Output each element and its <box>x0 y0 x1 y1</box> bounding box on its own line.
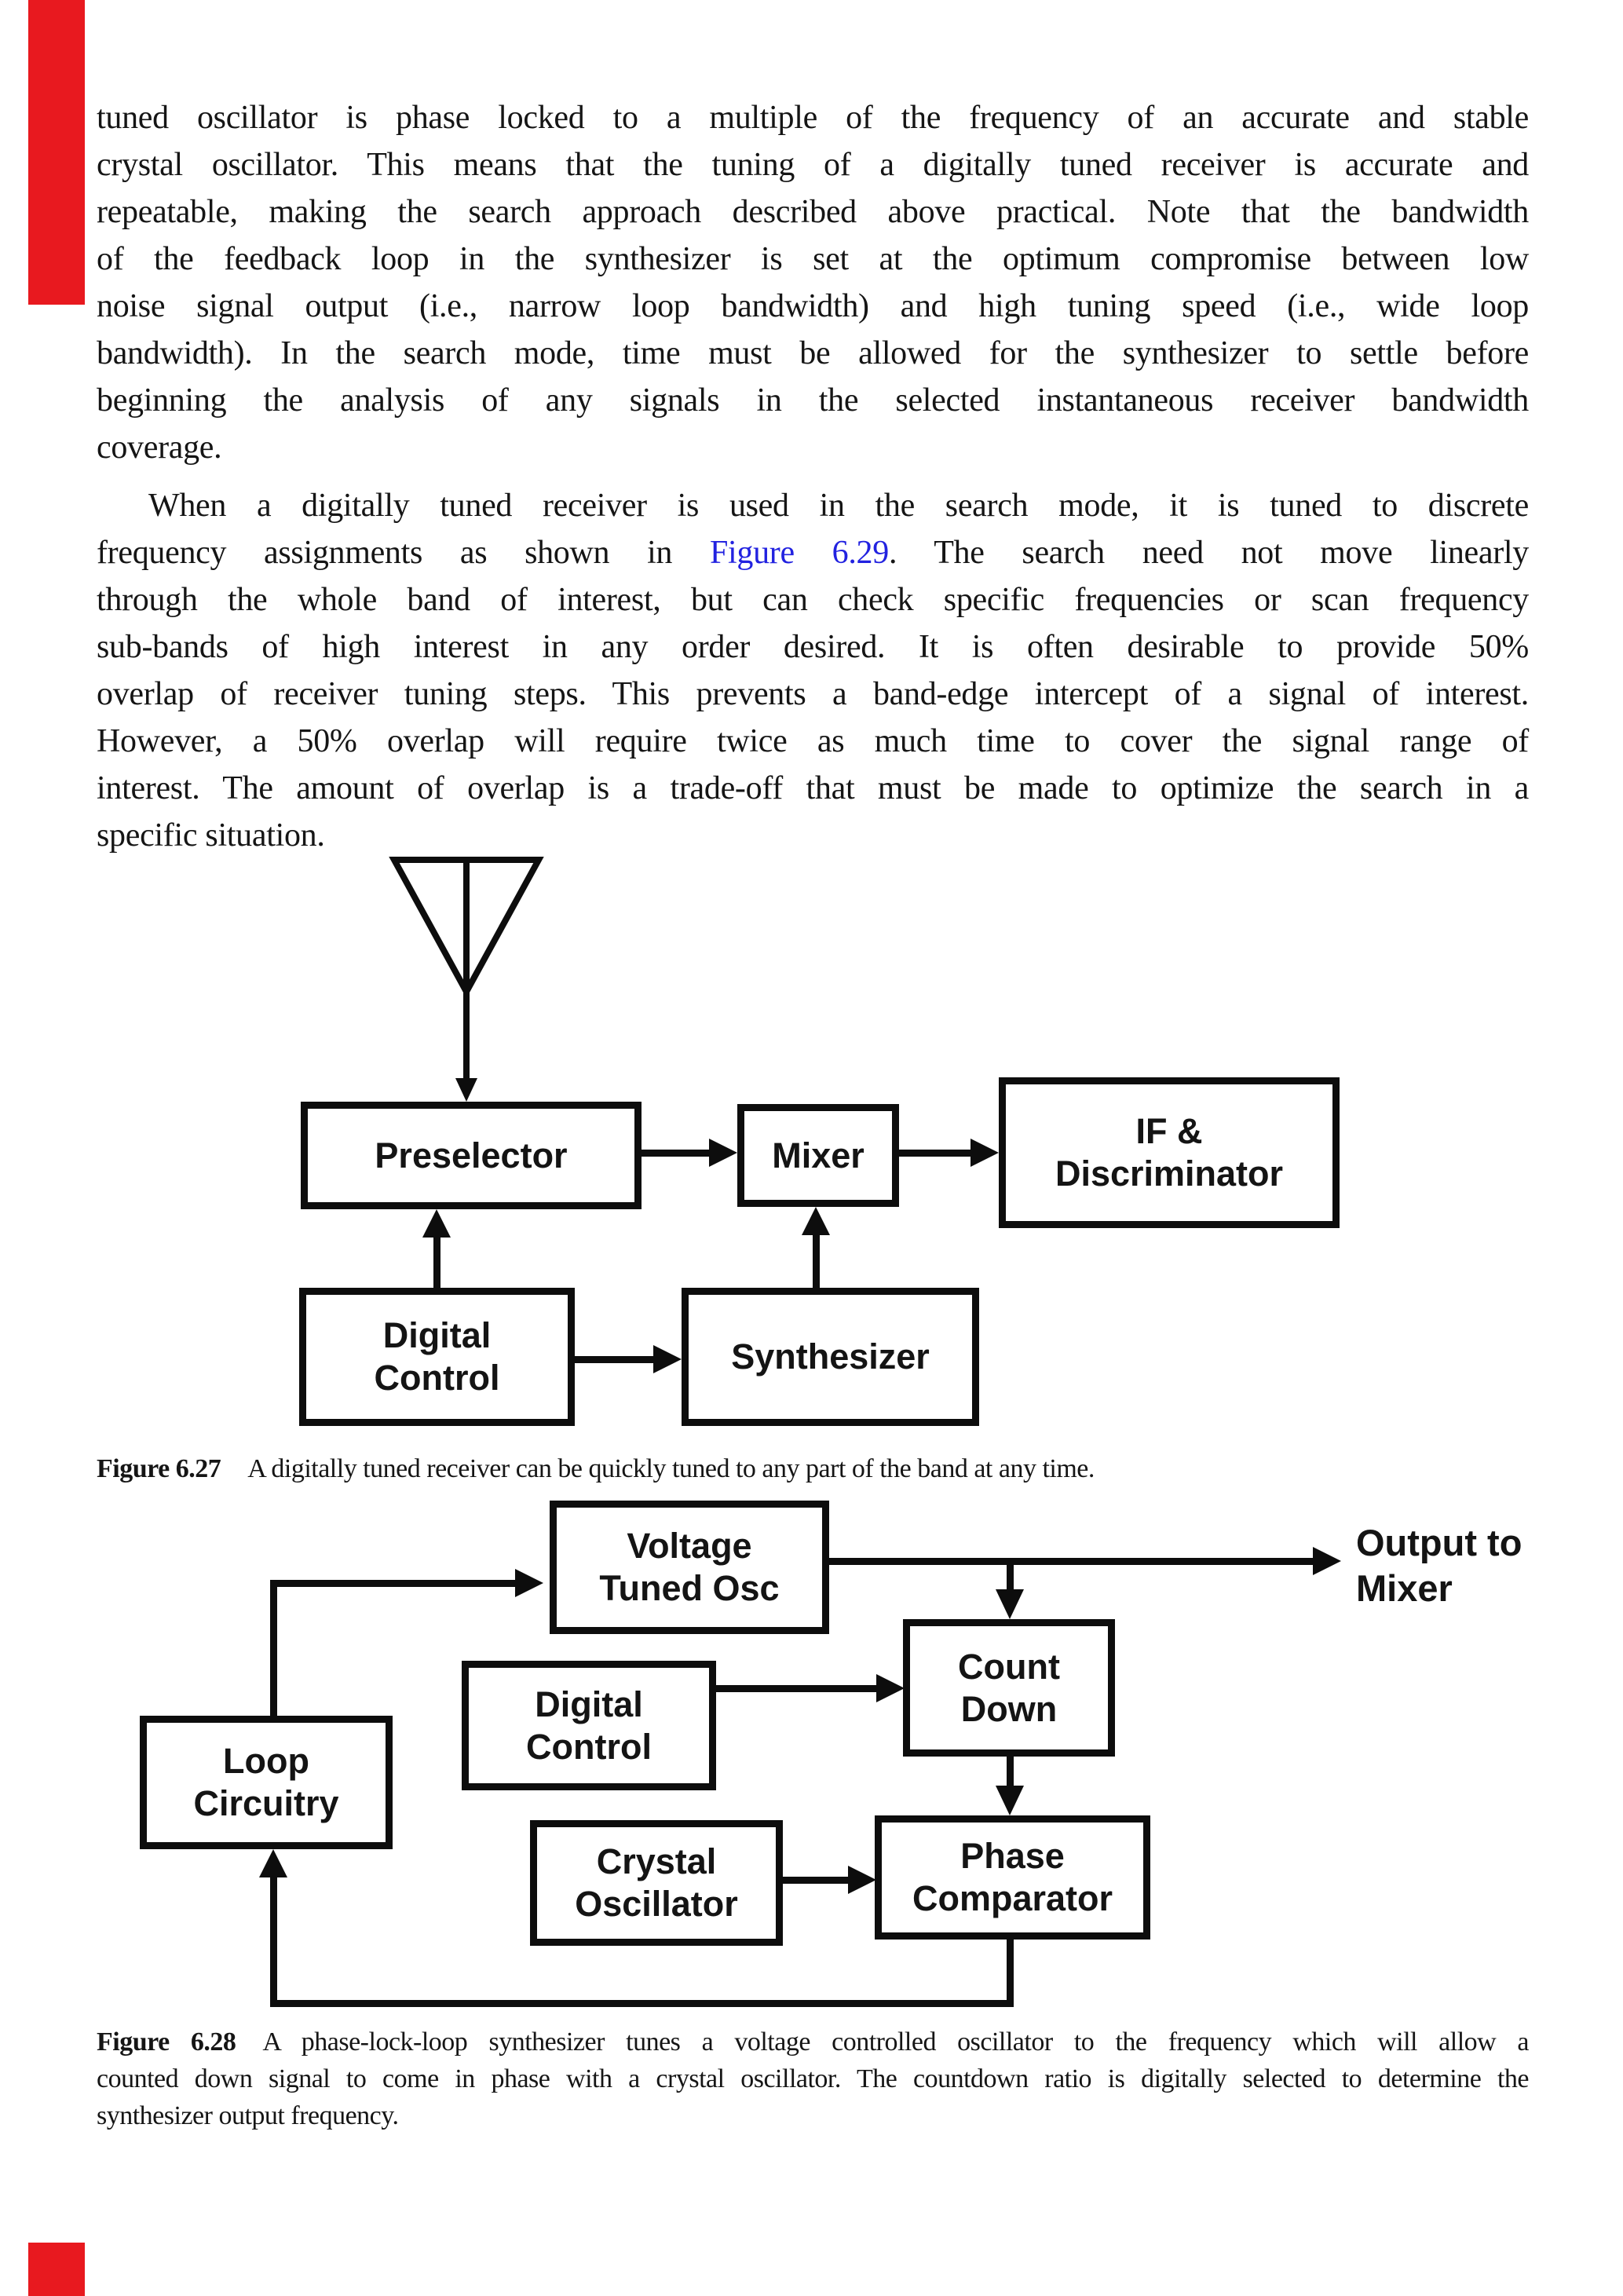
text-line: coverage. <box>97 430 222 466</box>
figure-628-caption-line2: counted down signal to come in phase with a crystal oscillator. The countdown ratio is digitally selected to determine the <box>97 2064 1529 2093</box>
mixer-box <box>737 1104 899 1207</box>
line-output-branch-to-countdown <box>1007 1558 1014 1589</box>
mixer-label: Mixer <box>772 1135 865 1175</box>
text-span: . The search need not move linearly <box>888 535 1529 571</box>
loop-circuitry-label-line1: Loop <box>223 1741 309 1781</box>
digital-control-box-fig28 <box>462 1661 716 1790</box>
phase-comparator-label-line1: Phase <box>960 1836 1065 1876</box>
count-down-box <box>903 1619 1115 1757</box>
text-line: of the feedback loop in the synthesizer is set at the optimum compromise between low <box>97 241 1529 277</box>
output-to-mixer-line2: Mixer <box>1356 1567 1453 1609</box>
text-line: When a digitally tuned receiver is used in the search mode, it is tuned to discrete <box>148 488 1529 524</box>
figure-627-caption <box>97 1450 1529 1487</box>
phase-comparator-box <box>875 1815 1150 1940</box>
figure-627-caption-label: Figure 6.27 <box>97 1454 221 1483</box>
paragraph-2 <box>97 482 1529 859</box>
text-line: crystal oscillator. This means that the tuning of a digitally tuned receiver is accurate and <box>97 147 1529 183</box>
text-line: However, a 50% overlap will require twice as much time to cover the signal range of <box>97 723 1529 759</box>
loop-circuitry-box <box>140 1716 393 1849</box>
antenna-icon <box>383 852 550 1102</box>
arrowhead-digitalcontrol-to-countdown <box>876 1674 905 1702</box>
arrowhead-crystal-to-phasecomparator <box>848 1866 876 1894</box>
line-vto-output <box>829 1558 1313 1565</box>
arrow-crystal-to-phasecomparator <box>783 1877 848 1884</box>
arrow-synthesizer-to-mixer <box>813 1235 820 1288</box>
arrowhead-digitalcontrol-to-preselector <box>422 1209 451 1238</box>
line-feedback-bottom <box>270 2000 1014 2007</box>
digital-control-fig28-label-line1: Digital <box>535 1684 643 1724</box>
voltage-tuned-osc-label-line1: Voltage <box>627 1526 752 1566</box>
arrow-countdown-to-phasecomparator <box>1007 1757 1014 1786</box>
arrowhead-preselector-to-mixer <box>709 1139 737 1167</box>
line-loop-to-vto-horizontal <box>270 1580 515 1587</box>
synthesizer-box <box>682 1288 979 1426</box>
text-line: specific situation. <box>97 817 325 854</box>
arrowhead-synthesizer-to-mixer <box>802 1207 830 1235</box>
digital-control-label-line1: Digital <box>382 1315 492 1355</box>
figure-628-caption-line3: synthesizer output frequency. <box>97 2101 399 2130</box>
figure-629-link[interactable]: Figure 6.29 <box>709 535 889 571</box>
loop-circuitry-label-line2: Circuitry <box>193 1783 339 1823</box>
count-down-label-line2: Down <box>960 1688 1058 1729</box>
digital-control-fig28-label-line2: Control <box>526 1726 652 1767</box>
arrowhead-feedback-to-loop <box>259 1849 287 1877</box>
line-loop-to-vto-vertical <box>270 1583 277 1716</box>
arrow-digitalcontrol-to-synthesizer <box>575 1356 653 1363</box>
figure-628-caption-line1: A phase-lock-loop synthesizer tunes a voltage controlled oscillator to the frequency which will allow a <box>262 2027 1529 2057</box>
arrowhead-branch-to-countdown <box>996 1589 1024 1619</box>
voltage-tuned-osc-label-line2: Tuned Osc <box>599 1568 780 1608</box>
text-line: overlap of receiver tuning steps. This prevents a band-edge intercept of a signal of interest. <box>97 676 1529 712</box>
digital-control-label-line2: Control <box>374 1358 500 1398</box>
figure-628-caption-label: Figure 6.28 <box>97 2027 236 2057</box>
arrow-mixer-to-ifdisc <box>899 1150 971 1157</box>
if-discriminator-label-line1: IF & <box>1135 1111 1203 1151</box>
red-margin-marker-bottom <box>28 2243 85 2296</box>
line-feedback-left-vertical <box>270 1877 277 2007</box>
crystal-oscillator-label-line1: Crystal <box>596 1841 717 1881</box>
if-discriminator-box <box>999 1077 1340 1228</box>
output-to-mixer-label <box>1356 1520 1522 1611</box>
arrowhead-loop-to-vto <box>515 1569 543 1597</box>
text-line: beginning the analysis of any signals in the selected instantaneous receiver bandwidth <box>97 382 1529 419</box>
text-line: noise signal output (i.e., narrow loop bandwidth) and high tuning speed (i.e., wide loop <box>97 288 1529 324</box>
phase-comparator-label-line2: Comparator <box>912 1878 1113 1918</box>
arrow-preselector-to-mixer <box>642 1150 709 1157</box>
arrowhead-countdown-to-phasecomparator <box>996 1786 1024 1815</box>
text-line: sub-bands of high interest in any order desired. It is often desirable to provide 50% <box>97 629 1529 665</box>
count-down-label-line1: Count <box>958 1646 1060 1687</box>
output-to-mixer-line1: Output to <box>1356 1522 1522 1563</box>
arrowhead-digitalcontrol-to-synthesizer <box>653 1345 682 1373</box>
crystal-oscillator-box <box>530 1820 783 1946</box>
preselector-label: Preselector <box>375 1135 568 1175</box>
text-line <box>97 529 1529 576</box>
arrowhead-vto-output <box>1313 1547 1341 1575</box>
text-line: bandwidth). In the search mode, time must be allowed for the synthesizer to settle before <box>97 335 1529 371</box>
synthesizer-label: Synthesizer <box>731 1336 930 1377</box>
figure-627-caption-text: A digitally tuned receiver can be quickly tuned to any part of the band at any time. <box>247 1454 1095 1483</box>
text-line: interest. The amount of overlap is a trade-off that must be made to optimize the search in a <box>97 770 1529 806</box>
if-discriminator-label-line2: Discriminator <box>1055 1153 1284 1194</box>
text-line: repeatable, making the search approach described above practical. Note that the bandwidth <box>97 194 1529 230</box>
line-feedback-right-vertical <box>1007 1940 1014 2007</box>
paragraph-1 <box>97 94 1529 471</box>
digital-control-box-fig27 <box>299 1288 575 1426</box>
figure-628-caption <box>97 2024 1529 2134</box>
arrow-digitalcontrol-to-preselector <box>433 1238 440 1288</box>
text-span: frequency assignments as shown in <box>97 535 710 571</box>
crystal-oscillator-label-line2: Oscillator <box>575 1884 738 1924</box>
arrowhead-mixer-to-ifdisc <box>971 1139 999 1167</box>
red-margin-marker-top <box>28 0 85 305</box>
text-line: through the whole band of interest, but can check specific frequencies or scan frequency <box>97 582 1529 618</box>
arrow-digitalcontrol-to-countdown <box>716 1685 876 1692</box>
text-line: tuned oscillator is phase locked to a multiple of the frequency of an accurate and stable <box>97 100 1529 136</box>
voltage-tuned-osc-box <box>550 1501 829 1634</box>
preselector-box <box>301 1102 642 1209</box>
